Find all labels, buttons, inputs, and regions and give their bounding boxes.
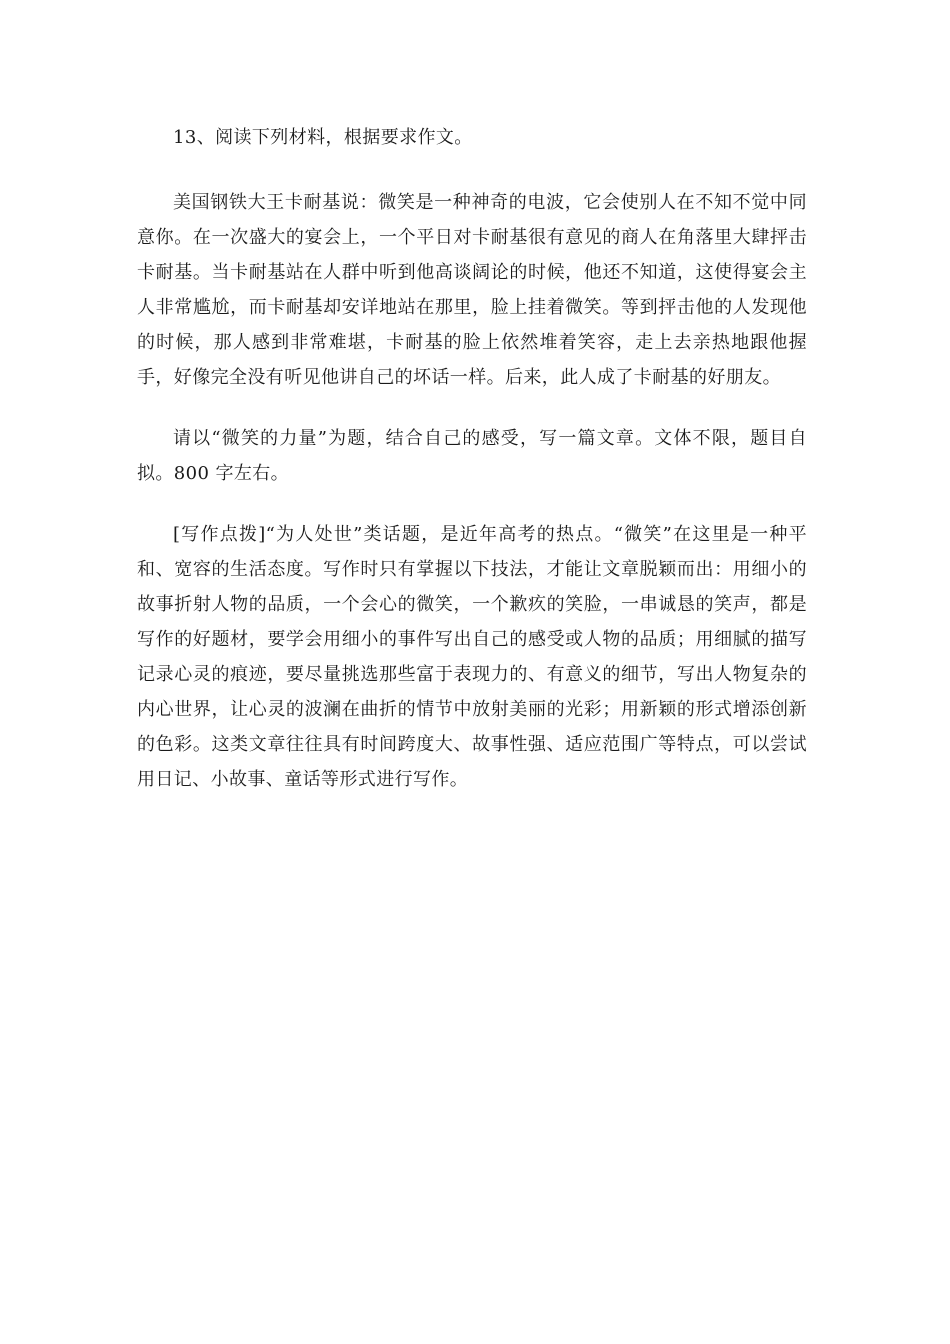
material-paragraph: 美国钢铁大王卡耐基说：微笑是一种神奇的电波，它会使别人在不知不觉中同意你。在一次盛大的宴会上，一个平日对卡耐基很有意见的商人在角落里大肆抨击卡耐基。当卡耐基站在人群中听到他高谈阔论的时候，他还不知道，这使得宴会主人非常尴尬，而卡耐基却安详地站在那里，脸上挂着微笑。等到抨击他的人发现他的时候，那人感到非常难堪，卡耐基的脸上依然堆着笑容，走上去亲热地跟他握手，好像完全没有听见他讲自己的坏话一样。后来，此人成了卡耐基的好朋友。 bbox=[137, 192, 807, 388]
document-page bbox=[137, 120, 807, 823]
requirement-paragraph: 请以“微笑的力量”为题，结合自己的感受，写一篇文章。文体不限，题目自拟。800 字左右。 bbox=[137, 428, 807, 484]
guidance-paragraph: [写作点拨]“为人处世”类话题，是近年高考的热点。“微笑”在这里是一种平和、宽容的生活态度。写作时只有掌握以下技法，才能让文章脱颖而出：用细小的故事折射人物的品质，一个会心的微笑，一个歉疚的笑脸，一串诚恳的笑声，都是写作的好题材，要学会用细小的事件写出自己的感受或人物的品质；用细腻的描写记录心灵的痕迹，要尽量挑选那些富于表现力的、有意义的细节，写出人物复杂的内心世界，让心灵的波澜在曲折的情节中放射美丽的光彩；用新颖的形式增添创新的色彩。这类文章往往具有时间跨度大、故事性强、适应范围广等特点，可以尝试用日记、小故事、童话等形式进行写作。 bbox=[137, 524, 807, 790]
question-heading: 13、阅读下列材料，根据要求作文。 bbox=[173, 127, 473, 148]
